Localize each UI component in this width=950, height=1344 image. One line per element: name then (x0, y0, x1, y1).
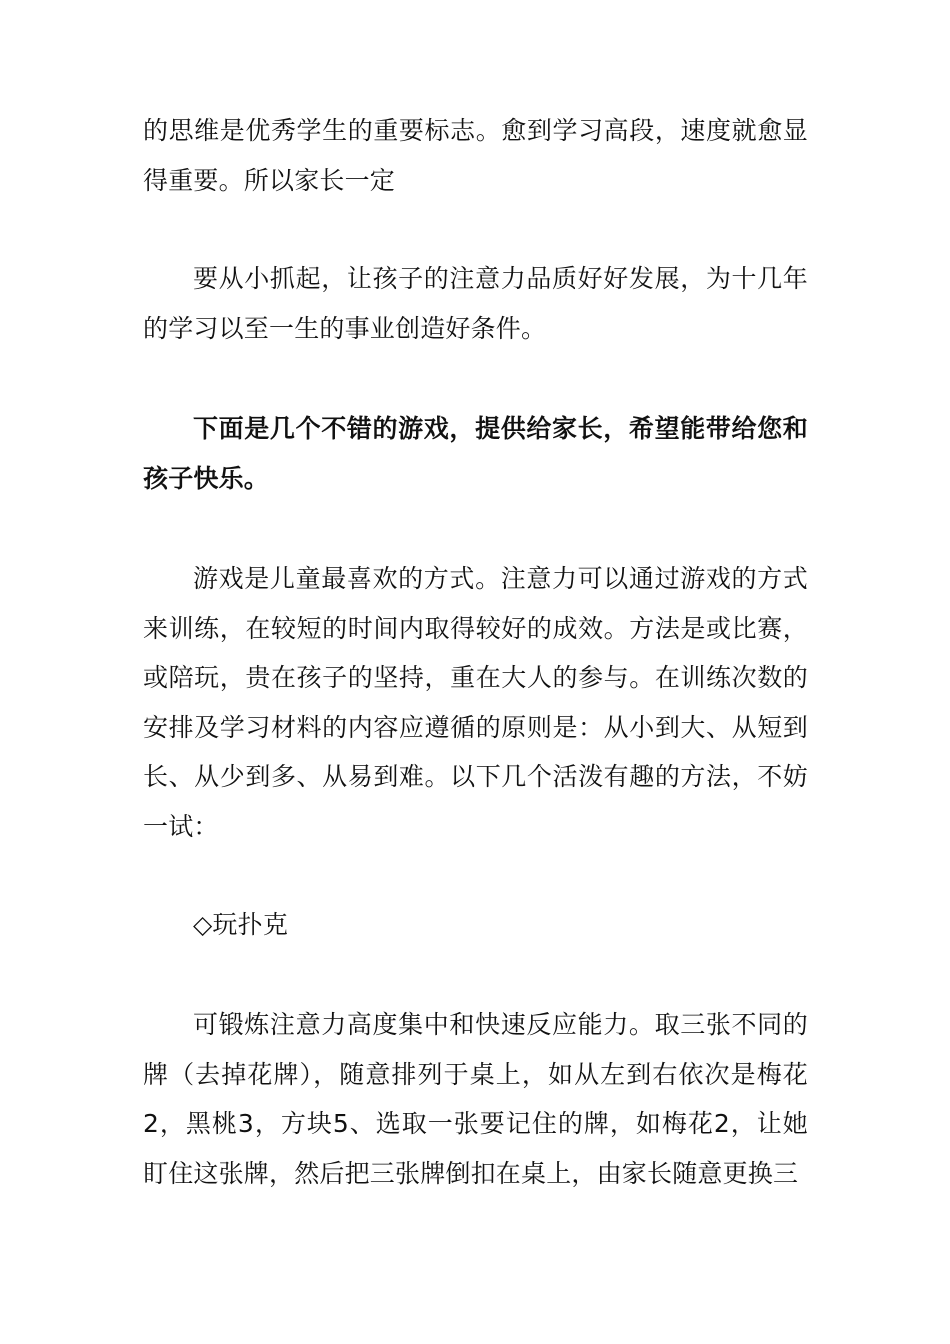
paragraph-attention-development: 要从小抓起，让孩子的注意力品质好好发展，为十几年的学习以至一生的事业创造好条件。 (143, 264, 808, 343)
section-heading-poker: ◇玩扑克 (193, 910, 289, 939)
paragraph-poker-description: 可锻炼注意力高度集中和快速反应能力。取三张不同的牌（去掉花牌），随意排列于桌上，如从左到右依次是梅花2，黑桃3，方块5、选取一张要记住的牌，如梅花2，让她盯住这张牌，然后把三张牌倒扣在桌上，由家长随意更换三 (143, 1010, 808, 1188)
paragraph-games-intro: 下面是几个不错的游戏，提供给家长，希望能带给您和孩子快乐。 (143, 414, 808, 493)
paragraph-game-methods: 游戏是儿童最喜欢的方式。注意力可以通过游戏的方式来训练，在较短的时间内取得较好的成效。方法是或比赛，或陪玩，贵在孩子的坚持，重在大人的参与。在训练次数的安排及学习材料的内容应遵循的原则是：从小到大、从短到长、从少到多、从易到难。以下几个活泼有趣的方法，不妨一试： (143, 564, 808, 841)
paragraph-continuation: 的思维是优秀学生的重要标志。愈到学习高段，速度就愈显得重要。所以家长一定 (143, 116, 808, 195)
